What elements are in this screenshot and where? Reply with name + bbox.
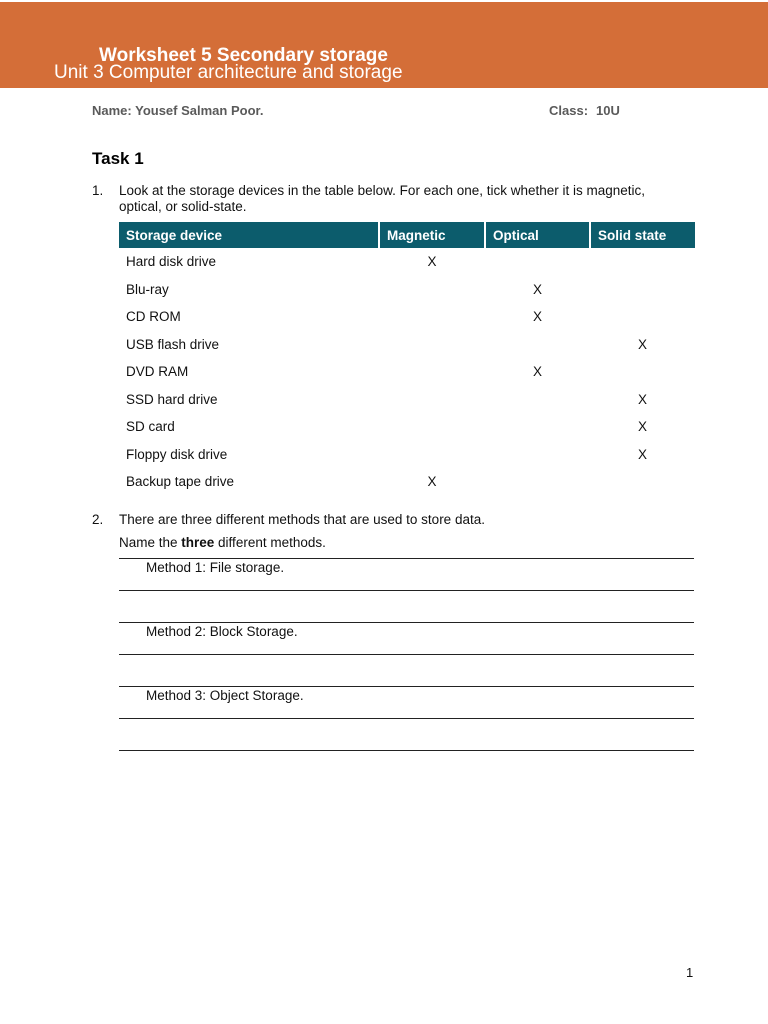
instruction-emphasis: three bbox=[181, 535, 215, 550]
answer-method-2: Method 2: Block Storage. bbox=[146, 624, 298, 639]
magnetic-mark bbox=[379, 331, 485, 359]
device-name: CD ROM bbox=[126, 309, 181, 325]
magnetic-mark bbox=[379, 303, 485, 331]
class-value: 10U bbox=[596, 103, 620, 118]
magnetic-mark bbox=[379, 386, 485, 414]
table-row bbox=[119, 386, 695, 414]
table-row bbox=[119, 358, 695, 386]
question-2-instruction bbox=[119, 535, 689, 551]
question-1-number: 1. bbox=[92, 183, 104, 198]
solid-state-mark: X bbox=[637, 391, 647, 407]
answer-line bbox=[119, 686, 694, 687]
solid-state-mark: X bbox=[637, 336, 647, 352]
solid-state-mark: X bbox=[637, 419, 647, 435]
optical-mark bbox=[485, 468, 590, 496]
magnetic-mark: X bbox=[427, 474, 437, 490]
answer-line bbox=[119, 750, 694, 751]
instruction-prefix: Name the bbox=[119, 535, 182, 550]
device-name: Floppy disk drive bbox=[126, 446, 228, 462]
optical-mark: X bbox=[532, 364, 542, 380]
optical-mark: X bbox=[532, 309, 542, 325]
answer-line bbox=[119, 622, 694, 623]
optical-mark bbox=[485, 413, 590, 441]
task-heading: Task 1 bbox=[92, 149, 144, 168]
table-row bbox=[119, 468, 695, 496]
table-row bbox=[119, 248, 695, 276]
device-name: Hard disk drive bbox=[126, 254, 217, 270]
question-2-text: There are three different methods that are used to store data. bbox=[119, 512, 485, 527]
unit-subtitle: Unit 3 Computer architecture and storage bbox=[54, 62, 403, 83]
optical-mark bbox=[485, 386, 590, 414]
answer-line bbox=[119, 590, 694, 591]
solid-state-mark bbox=[590, 468, 695, 496]
student-name: Name: Yousef Salman Poor. bbox=[92, 103, 264, 118]
magnetic-mark bbox=[379, 276, 485, 304]
answer-method-3: Method 3: Object Storage. bbox=[146, 688, 304, 703]
device-name: SD card bbox=[126, 419, 175, 435]
solid-state-mark bbox=[590, 248, 695, 276]
magnetic-mark bbox=[379, 413, 485, 441]
answer-method-1: Method 1: File storage. bbox=[146, 560, 285, 575]
device-name: SSD hard drive bbox=[126, 391, 218, 407]
table-header-row bbox=[119, 222, 695, 248]
question-1-text: Look at the storage devices in the table below. For each one, tick whether it is magnetic, optical, or solid-state. bbox=[119, 183, 646, 214]
solid-state-mark bbox=[590, 276, 695, 304]
optical-mark bbox=[485, 441, 590, 469]
header-optical: Optical bbox=[485, 222, 590, 248]
magnetic-mark: X bbox=[427, 254, 437, 270]
answer-line bbox=[119, 718, 694, 719]
page-number: 1 bbox=[686, 965, 694, 980]
solid-state-mark bbox=[590, 303, 695, 331]
device-name: USB flash drive bbox=[126, 336, 220, 352]
instruction-suffix: different methods. bbox=[214, 535, 326, 550]
table-row bbox=[119, 276, 695, 304]
magnetic-mark bbox=[379, 358, 485, 386]
device-name: DVD RAM bbox=[126, 364, 189, 380]
header-storage-device: Storage device bbox=[119, 222, 379, 248]
table-row bbox=[119, 413, 695, 441]
solid-state-mark: X bbox=[637, 446, 647, 462]
optical-mark: X bbox=[532, 281, 542, 297]
device-name: Blu-ray bbox=[126, 281, 169, 297]
solid-state-mark bbox=[590, 358, 695, 386]
device-name: Backup tape drive bbox=[126, 474, 235, 490]
header-magnetic: Magnetic bbox=[379, 222, 485, 248]
header-solid-state: Solid state bbox=[590, 222, 695, 248]
optical-mark bbox=[485, 248, 590, 276]
table-row bbox=[119, 331, 695, 359]
student-class bbox=[549, 103, 620, 118]
answer-line bbox=[119, 654, 694, 655]
question-2-number: 2. bbox=[92, 512, 104, 527]
optical-mark bbox=[485, 331, 590, 359]
storage-device-table bbox=[119, 222, 695, 496]
answer-line bbox=[119, 558, 694, 559]
magnetic-mark bbox=[379, 441, 485, 469]
class-label: Class: bbox=[549, 103, 589, 118]
table-row bbox=[119, 441, 695, 469]
table-row bbox=[119, 303, 695, 331]
worksheet-title: Worksheet 5 Secondary storage bbox=[99, 45, 388, 66]
